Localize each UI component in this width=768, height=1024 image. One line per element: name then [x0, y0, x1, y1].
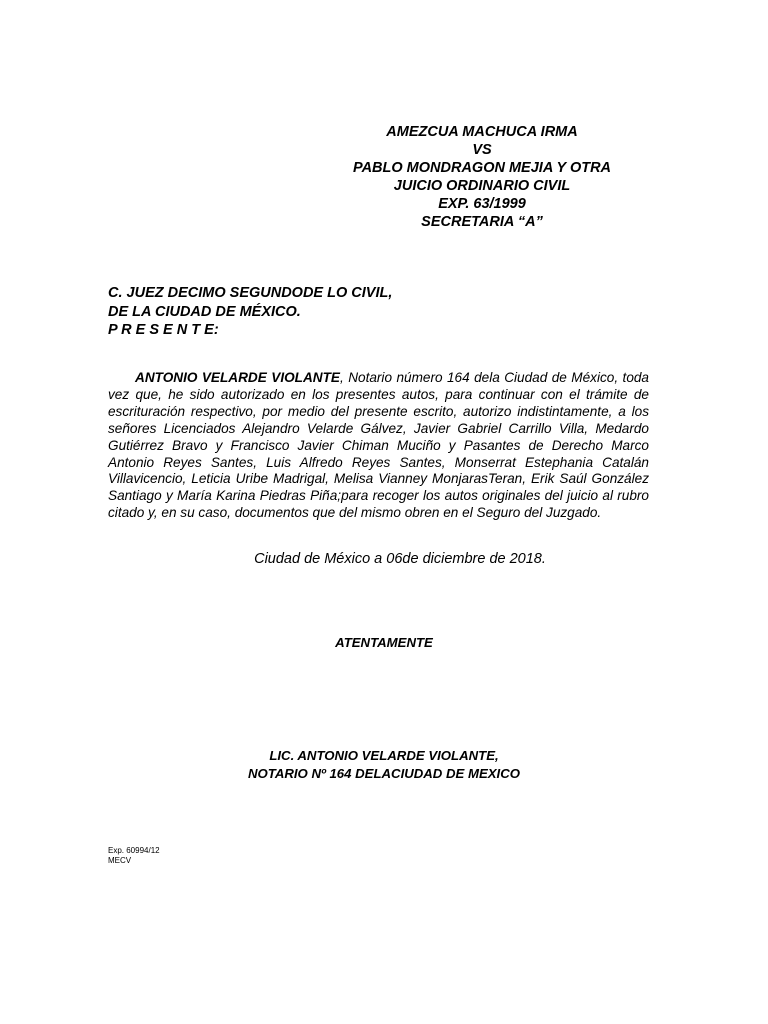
addressee-line-3: P R E S E N T E: — [108, 322, 219, 338]
case-secretariat: SECRETARIA “A” — [421, 214, 543, 230]
case-file-number: EXP. 63/1999 — [438, 196, 526, 212]
case-versus: VS — [472, 142, 492, 158]
case-header — [300, 123, 664, 231]
case-proceeding: JUICIO ORDINARIO CIVIL — [393, 178, 571, 194]
signature-name: LIC. ANTONIO VELARDE VIOLANTE, — [269, 748, 499, 763]
closing-salutation: ATENTAMENTE — [335, 635, 433, 650]
body-text: , Notario número 164 dela Ciudad de México, toda vez que, he sido autorizado en los presentes autos, para continuar con el trámite de escrituración respectivo, por medio del presente escrito, autorizo indistintamente, a los señores Licenciados Alejandro Velarde Gálvez, Javier Gabriel Carrillo Villa, Medardo Gutiérrez Bravo y Francisco Javier Chiman Muciño y Pasantes de Derecho Marco Antonio Reyes Santes, Luis Alfredo Reyes Santes, Monserrat Estephania Catalán Villavicencio, Leticia Uribe Madrigal, Melisa Vianney MonjarasTeran, Erik Saúl González Santiago y María Karina Piedras Piña;para recoger los autos originales del juicio al rubro citado y, en su caso, documentos que del mismo obren en el Seguro del Juzgado. — [108, 370, 649, 521]
case-plaintiff: AMEZCUA MACHUCA IRMA — [386, 124, 578, 140]
case-defendant: PABLO MONDRAGON MEJIA Y OTRA — [352, 160, 612, 176]
footer-reference — [108, 846, 160, 865]
date-line: Ciudad de México a 06de diciembre de 2018. — [254, 551, 546, 567]
addressee-line-2: DE LA CIUDAD DE MÉXICO. — [108, 303, 301, 320]
signature-title: NOTARIO Nº 164 DELACIUDAD DE MEXICO — [247, 766, 520, 781]
footer-initials: MECV — [108, 855, 132, 865]
footer-file-reference: Exp. 60994/12 — [108, 846, 160, 855]
body-author-name: ANTONIO VELARDE VIOLANTE — [135, 370, 340, 385]
addressee-block — [108, 284, 392, 340]
signature-block — [200, 747, 568, 783]
addressee-line-1: C. JUEZ DECIMO SEGUNDODE LO CIVIL, — [108, 285, 393, 301]
body-paragraph — [108, 370, 649, 522]
